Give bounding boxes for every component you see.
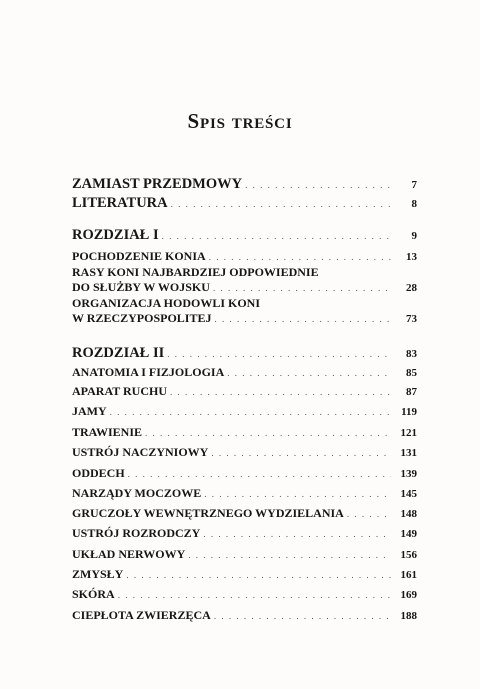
toc-leader-dots	[167, 387, 391, 397]
toc-entry-title: NARZĄDY MOCZOWE	[72, 486, 202, 500]
toc-entry-page: 119	[401, 406, 417, 418]
toc-entry-page: 121	[400, 427, 417, 439]
toc-entry	[72, 227, 417, 244]
toc-leader-dots	[211, 314, 391, 324]
toc-entry	[72, 365, 417, 380]
toc-entry	[72, 296, 417, 326]
toc-leader-dots	[142, 428, 391, 438]
toc-entry	[72, 176, 417, 193]
toc-entry	[72, 265, 417, 295]
toc-entry-title-line2: DO SŁUŻBY W WOJSKU	[72, 280, 210, 294]
toc-entry-title-line2: W RZECZYPOSPOLITEJ	[72, 311, 212, 325]
toc-entry	[72, 466, 417, 481]
toc-entry-page: 13	[406, 251, 417, 263]
toc-entry-page: 169	[400, 589, 417, 601]
toc-leader-dots	[224, 368, 391, 378]
toc-entry-title: TRAWIENIE	[72, 425, 143, 439]
toc-entry	[72, 526, 417, 541]
toc-entry	[72, 608, 417, 623]
toc-entry	[72, 345, 417, 362]
toc-leader-dots	[185, 550, 391, 560]
toc-entry-title: ZAMIAST PRZEDMOWY	[72, 176, 243, 192]
toc-entry-page: 131	[400, 447, 417, 459]
toc-entry-page: 161	[400, 569, 417, 581]
toc-leader-dots	[159, 231, 391, 241]
toc-entry-page: 8	[411, 198, 417, 210]
toc-entry-page: 73	[406, 313, 417, 325]
toc-entry	[72, 486, 417, 501]
toc-entry-title: ODDECH	[72, 466, 125, 480]
toc-leader-dots	[107, 407, 391, 417]
toc-leader-dots	[115, 590, 391, 600]
toc-entry-title: APARAT RUCHU	[72, 384, 167, 398]
toc-entry-page: 87	[406, 386, 417, 398]
toc-entry	[72, 384, 417, 399]
toc-entry	[72, 587, 417, 602]
page-title: Spis treści	[187, 109, 293, 133]
toc-leader-dots	[125, 469, 391, 479]
toc-entry-page: 156	[400, 549, 417, 561]
toc-entry-page: 83	[406, 348, 417, 360]
toc-entry-page: 9	[411, 230, 417, 242]
toc-entry-page: 85	[406, 367, 417, 379]
toc-entry	[72, 404, 417, 419]
toc-entry	[72, 567, 417, 582]
toc-entry	[72, 445, 417, 460]
toc-leader-dots	[201, 489, 391, 499]
toc-entry-title: ANATOMIA I FIZJOLOGIA	[72, 365, 225, 379]
toc-entry-title: SKÓRA	[72, 587, 115, 601]
toc-entry-title: ZMYSŁY	[72, 567, 124, 581]
toc-entry	[72, 249, 417, 264]
toc-entry	[72, 547, 417, 562]
toc-entry-title-line1: RASY KONI NAJBARDZIEJ ODPOWIEDNIE	[72, 265, 319, 279]
toc-leader-dots	[208, 448, 391, 458]
toc-entry-page: 149	[400, 528, 417, 540]
toc-entry	[72, 425, 417, 440]
toc-entry	[72, 195, 417, 212]
toc-leader-dots	[211, 611, 391, 621]
toc-entry-title: CIEPŁOTA ZWIERZĘCA	[72, 608, 211, 622]
toc-leader-dots	[164, 349, 391, 359]
toc-entry-title-line1: ORGANIZACJA HODOWLI KONI	[72, 296, 261, 310]
toc-entry-title: ROZDZIAŁ II	[72, 345, 165, 361]
toc-entry-title: USTRÓJ ROZRODCZY	[72, 526, 201, 540]
toc-entry-page: 7	[411, 179, 417, 191]
toc-entry-title: UKŁAD NERWOWY	[72, 547, 186, 561]
toc-entry-title: USTRÓJ NACZYNIOWY	[72, 445, 209, 459]
toc-leader-dots	[200, 529, 391, 539]
toc-entry-page: 188	[400, 610, 417, 622]
toc-leader-dots	[168, 199, 391, 209]
toc-entry-page: 148	[400, 508, 417, 520]
toc-leader-dots	[210, 283, 391, 293]
toc-entry	[72, 506, 417, 521]
toc-leader-dots	[206, 252, 391, 262]
toc-entry-title: LITERATURA	[72, 195, 168, 211]
toc-entry-title: GRUCZOŁY WEWNĘTRZNEGO WYDZIELANIA	[72, 506, 344, 520]
toc-entry-page: 28	[406, 282, 417, 294]
toc-leader-dots	[242, 180, 391, 190]
toc-leader-dots	[123, 570, 391, 580]
toc-entry-title: JAMY	[72, 404, 107, 418]
toc-entry-title: POCHODZENIE KONIA	[72, 249, 206, 263]
toc-entry-page: 145	[400, 488, 417, 500]
toc-entry-title: ROZDZIAŁ I	[72, 227, 159, 243]
toc-leader-dots	[344, 509, 391, 519]
toc-entry-page: 139	[400, 468, 417, 480]
